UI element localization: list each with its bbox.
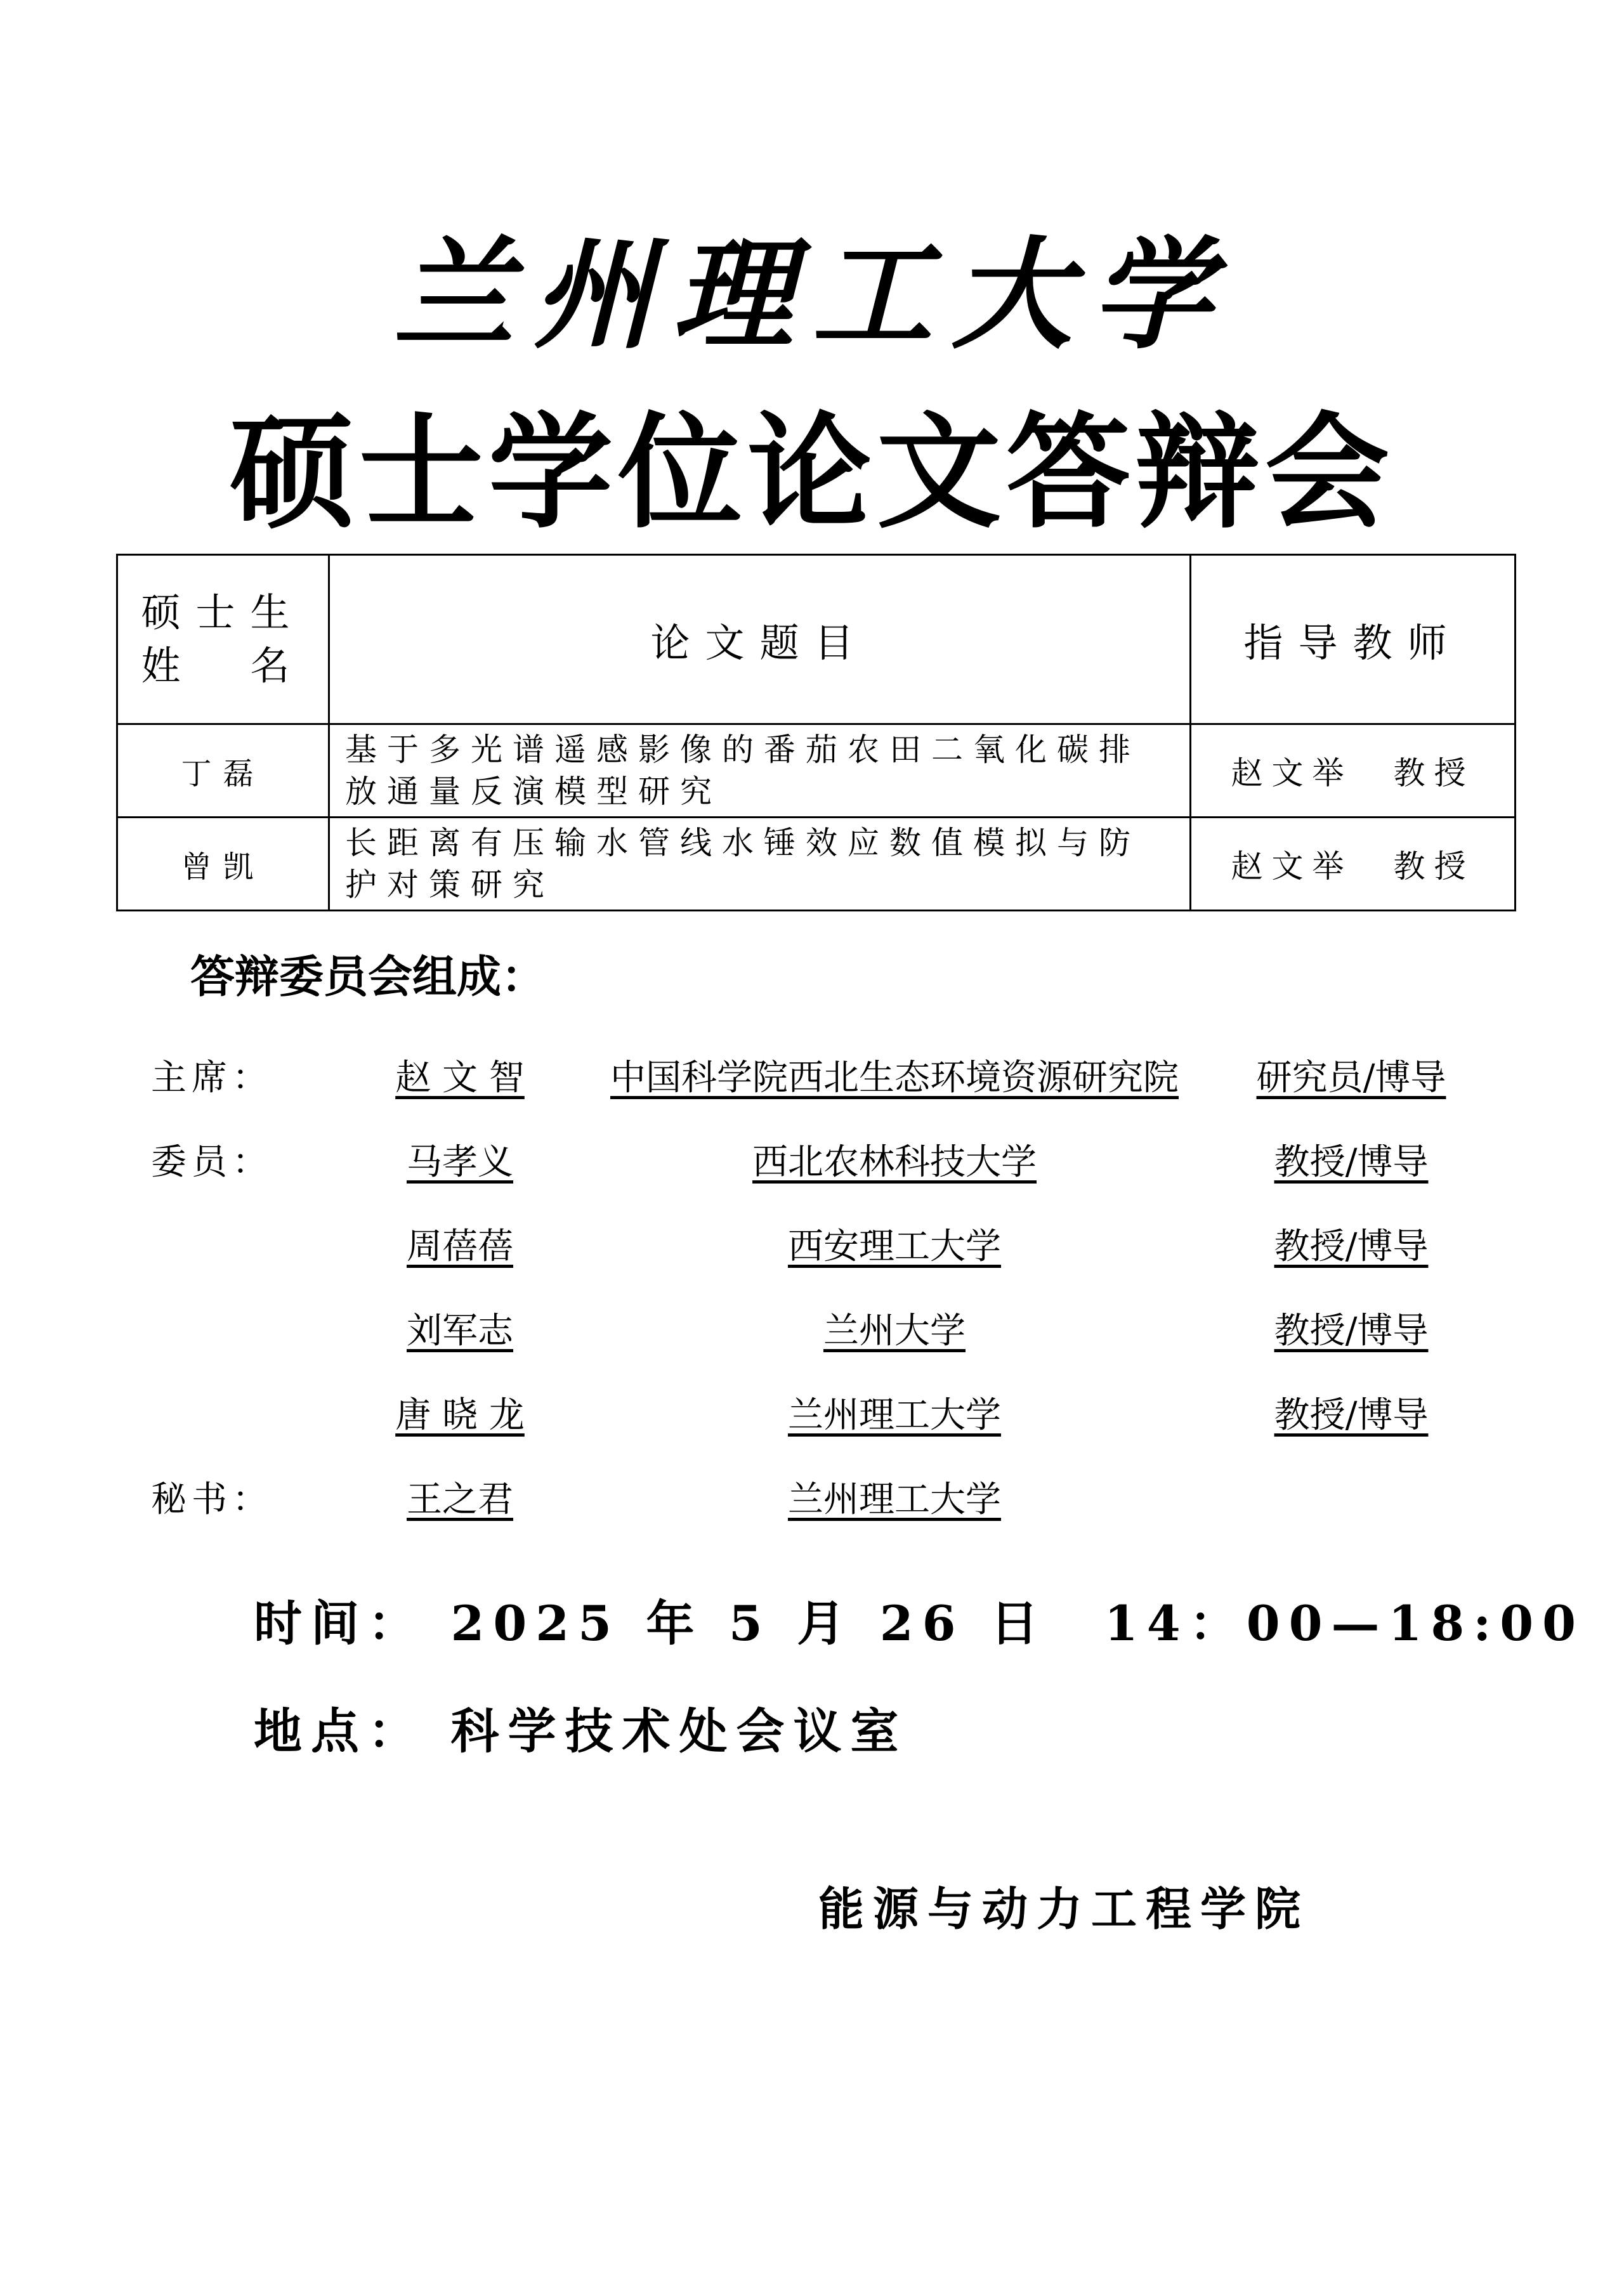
- student-name: 曾凯: [117, 818, 329, 911]
- table-header-row: [117, 555, 1516, 724]
- member-name: 赵 文 智: [395, 1057, 525, 1099]
- member-role: 秘书：: [151, 1479, 273, 1520]
- header-student-name: [117, 555, 329, 724]
- thesis-topic: 长距离有压输水管线水锤效应数值模拟与防护对策研究: [329, 818, 1191, 911]
- time-label: 时间：: [254, 1595, 425, 1652]
- thesis-topic: 基于多光谱遥感影像的番茄农田二氧化碳排放通量反演模型研究: [329, 724, 1191, 818]
- member-title: 教授/博导: [1274, 1226, 1429, 1267]
- advisor-name: 赵文举 教授: [1191, 724, 1516, 818]
- student-name: 丁磊: [117, 724, 329, 818]
- member-organization: 西北农林科技大学: [752, 1142, 1037, 1183]
- page-title: 硕士学位论文答辩会: [229, 400, 1394, 545]
- member-title: 研究员/博导: [1256, 1057, 1446, 1099]
- committee-member-row: [0, 1471, 1624, 1529]
- header-student-line1: 硕士生: [141, 589, 305, 636]
- member-organization: 兰州大学: [823, 1310, 966, 1352]
- university-logo: 兰州理工大学: [393, 224, 1231, 365]
- member-title: 教授/博导: [1274, 1310, 1429, 1352]
- header-student-line2: 姓 名: [141, 642, 305, 689]
- member-name: 马孝义: [407, 1142, 513, 1183]
- table-row: [117, 724, 1516, 818]
- college-name: 能源与动力工程学院: [818, 1882, 1310, 1936]
- place-value: 科学技术处会议室: [450, 1703, 908, 1759]
- member-name: 刘军志: [407, 1310, 513, 1352]
- member-organization: 西安理工大学: [788, 1226, 1001, 1267]
- member-role: 委员：: [151, 1142, 273, 1183]
- committee-member-row: [0, 1387, 1624, 1444]
- member-title: 教授/博导: [1274, 1395, 1429, 1436]
- member-name: 王之君: [407, 1479, 513, 1520]
- committee-member-row: [0, 1218, 1624, 1275]
- committee-member-row: [0, 1303, 1624, 1360]
- committee-member-row: [0, 1050, 1624, 1107]
- place-line: [254, 1697, 907, 1766]
- place-label: 地点：: [254, 1703, 425, 1759]
- table-row: [117, 818, 1516, 911]
- committee-heading: 答辩委员会组成：: [190, 950, 546, 1003]
- time-line: [254, 1589, 1585, 1659]
- advisor-name: 赵文举 教授: [1191, 818, 1516, 911]
- member-organization: 兰州理工大学: [788, 1395, 1001, 1436]
- committee-member-row: [0, 1134, 1624, 1191]
- header-advisor: 指导教师: [1191, 555, 1516, 724]
- member-title: 教授/博导: [1274, 1142, 1429, 1183]
- member-organization: 兰州理工大学: [788, 1479, 1001, 1520]
- header-topic: 论文题目: [329, 555, 1191, 724]
- member-name: 唐 晓 龙: [395, 1395, 525, 1436]
- member-name: 周蓓蓓: [407, 1226, 513, 1267]
- member-organization: 中国科学院西北生态环境资源研究院: [610, 1057, 1179, 1099]
- thesis-table: [116, 554, 1516, 911]
- time-value: 2025 年 5 月 26 日 14：00—18:00: [450, 1595, 1585, 1652]
- member-role: 主席：: [151, 1057, 273, 1099]
